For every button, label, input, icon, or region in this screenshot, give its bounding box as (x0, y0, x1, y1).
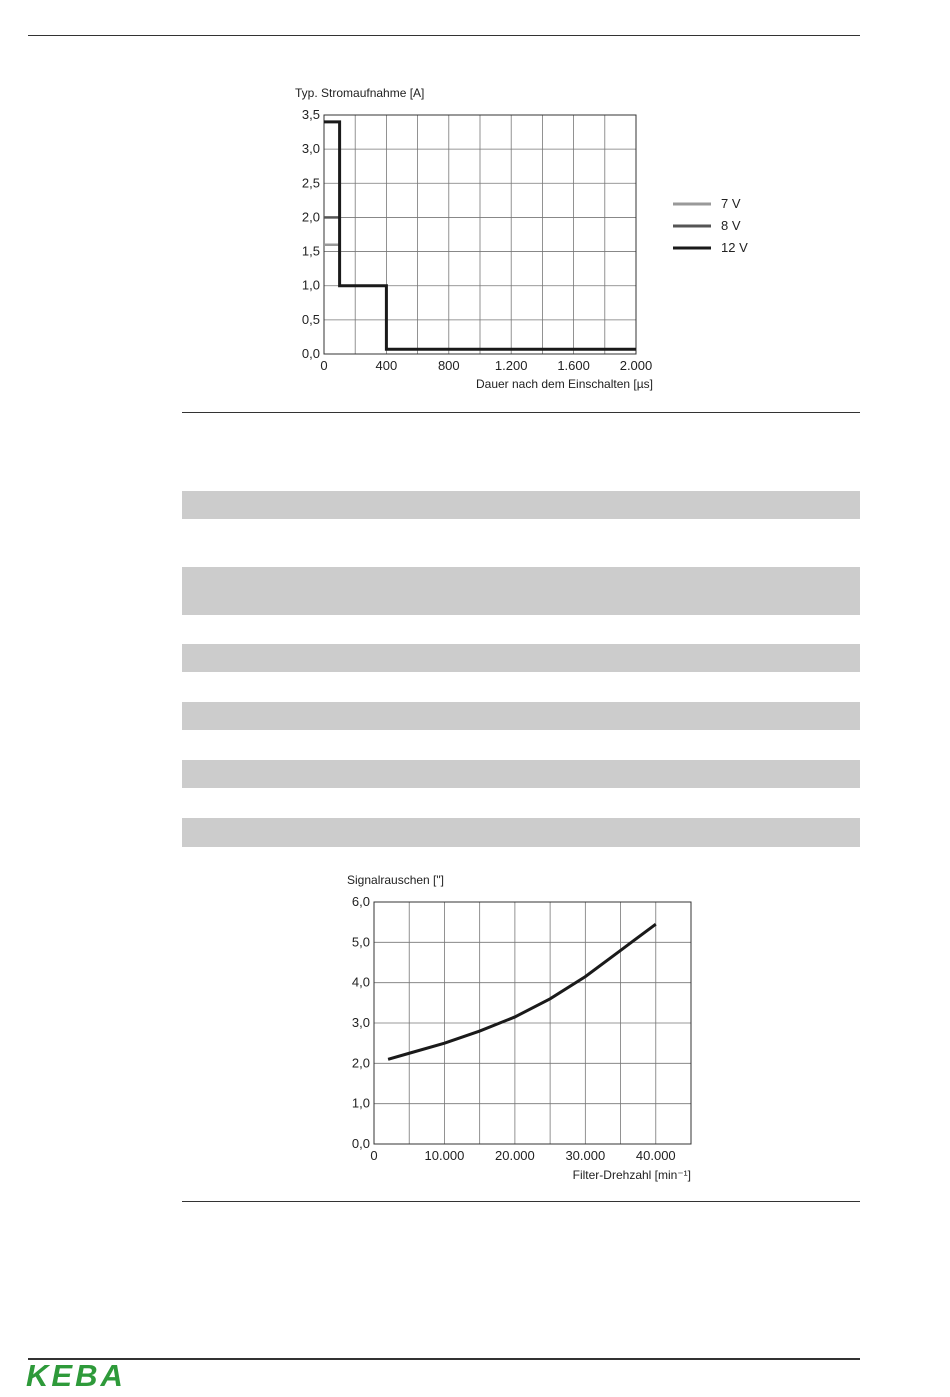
chart2-xlabel: Filter-Drehzahl [min⁻¹] (572, 1168, 691, 1182)
chart1-xlabel: Dauer nach dem Einschalten [µs] (475, 377, 653, 391)
x-tick-label: 30.000 (565, 1148, 606, 1163)
x-tick-label: 1.200 (494, 358, 528, 373)
series-line (388, 924, 656, 1059)
x-tick-label: 0 (320, 358, 328, 373)
y-tick-label: 0,0 (301, 346, 320, 361)
legend-label: 8 V (721, 218, 741, 233)
chart1-ylabel: Typ. Stromaufnahme [A] (295, 86, 425, 100)
y-tick-label: 2,5 (301, 175, 320, 191)
table-band (182, 644, 860, 672)
y-tick-label: 3,5 (301, 107, 320, 122)
keba-logo: KEBA (26, 1358, 126, 1393)
table-band (182, 491, 860, 519)
x-tick-label: 1.600 (557, 358, 590, 373)
y-tick-label: 0,5 (301, 311, 320, 327)
y-tick-label: 1,5 (301, 243, 320, 259)
table-band (182, 760, 860, 788)
y-tick-label: 2,0 (351, 1055, 370, 1071)
legend-label: 12 V (721, 240, 748, 255)
y-tick-label: 6,0 (351, 894, 370, 909)
y-tick-label: 1,0 (301, 277, 320, 293)
legend-label: 7 V (721, 196, 741, 211)
y-tick-label: 3,0 (301, 141, 320, 157)
x-tick-label: 20.000 (495, 1148, 535, 1163)
footer-rule (28, 1358, 860, 1360)
section-rule (182, 1201, 860, 1202)
table-band (182, 702, 860, 730)
y-tick-label: 3,0 (351, 1015, 370, 1030)
table-band (182, 567, 860, 615)
x-tick-label: 2.000 (619, 358, 653, 373)
x-tick-label: 800 (437, 358, 460, 373)
x-tick-label: 10.000 (424, 1148, 465, 1163)
y-tick-label: 0,0 (351, 1136, 370, 1151)
y-tick-label: 2,0 (301, 209, 320, 225)
table-band (182, 818, 860, 847)
x-tick-label: 40.000 (635, 1148, 676, 1163)
current-chart (0, 0, 950, 400)
y-tick-label: 4,0 (351, 974, 370, 990)
chart2-ylabel: Signalrauschen ["] (347, 873, 444, 887)
noise-chart (0, 860, 950, 1190)
section-rule (182, 412, 860, 413)
y-tick-label: 1,0 (351, 1095, 370, 1111)
x-tick-label: 0 (370, 1148, 378, 1163)
x-tick-label: 400 (375, 358, 398, 373)
y-tick-label: 5,0 (351, 934, 370, 950)
